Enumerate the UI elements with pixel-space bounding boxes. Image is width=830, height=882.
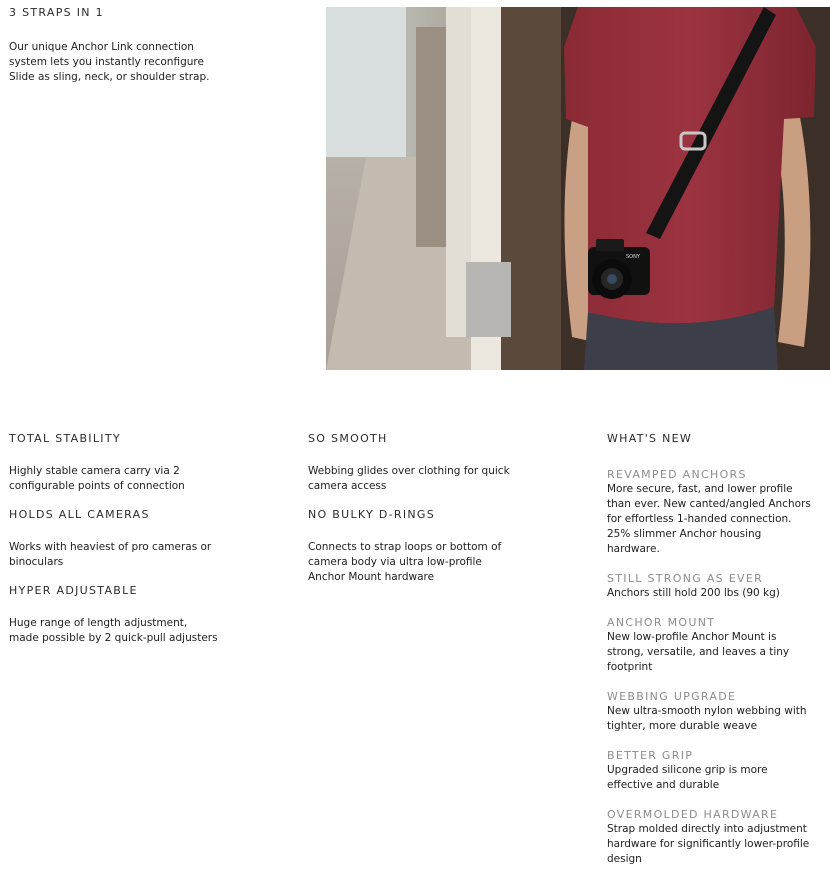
- whats-new-heading: WHAT'S NEW: [607, 432, 693, 445]
- intro-section: [9, 6, 224, 85]
- feature-heading: HYPER ADJUSTABLE: [9, 584, 138, 597]
- news-item-heading: STILL STRONG AS EVER: [607, 572, 764, 585]
- feature-heading: HOLDS ALL CAMERAS: [9, 508, 150, 521]
- news-item-text: New ultra-smooth nylon webbing with tighter, more durable weave: [607, 705, 807, 732]
- feature-heading: NO BULKY D-RINGS: [308, 508, 436, 521]
- news-item-text: Upgraded silicone grip is more effective and durable: [607, 764, 768, 791]
- news-item-heading: ANCHOR MOUNT: [607, 616, 716, 629]
- feature-total-stability: [9, 432, 219, 494]
- feature-text: Works with heaviest of pro cameras or binoculars: [9, 541, 212, 568]
- feature-heading: TOTAL STABILITY: [9, 432, 121, 445]
- features-left-column: [9, 432, 219, 660]
- news-item-text: Anchors still hold 200 lbs (90 kg): [607, 587, 780, 599]
- news-item-revamped-anchors: [607, 468, 812, 557]
- feature-holds-all-cameras: [9, 508, 219, 570]
- feature-no-bulky-d-rings: [308, 508, 518, 585]
- feature-text: Highly stable camera carry via 2 configurable points of connection: [9, 465, 185, 492]
- hero-image: [326, 7, 830, 370]
- news-item-still-strong: [607, 572, 812, 601]
- news-item-text: New low-profile Anchor Mount is strong, versatile, and leaves a tiny footprint: [607, 631, 790, 673]
- news-item-heading: WEBBING UPGRADE: [607, 690, 737, 703]
- news-item-webbing-upgrade: [607, 690, 812, 734]
- feature-heading: SO SMOOTH: [308, 432, 388, 445]
- feature-hyper-adjustable: [9, 584, 219, 646]
- camera-brand-label: SONY: [626, 254, 640, 260]
- intro-heading: 3 STRAPS IN 1: [9, 6, 104, 19]
- feature-text: Connects to strap loops or bottom of camera body via ultra low-profile Anchor Mount hardware: [308, 541, 502, 583]
- news-item-heading: REVAMPED ANCHORS: [607, 468, 747, 481]
- intro-text: Our unique Anchor Link connection system lets you instantly reconfigure Slide as sling, neck, or shoulder strap.: [9, 41, 210, 83]
- features-middle-column: [308, 432, 518, 599]
- feature-text: Webbing glides over clothing for quick camera access: [308, 465, 510, 492]
- feature-text: Huge range of length adjustment, made possible by 2 quick-pull adjusters: [9, 617, 218, 644]
- whats-new-column: [607, 432, 812, 882]
- news-item-text: More secure, fast, and lower profile than ever. New canted/angled Anchors for effortless 1-handed connection. 25% slimmer Anchor housing hardware.: [607, 483, 811, 555]
- news-item-overmolded-hardware: [607, 808, 812, 867]
- news-item-anchor-mount: [607, 616, 812, 675]
- news-item-text: Strap molded directly into adjustment hardware for significantly lower-profile design: [607, 823, 810, 865]
- news-item-heading: BETTER GRIP: [607, 749, 694, 762]
- feature-so-smooth: [308, 432, 518, 494]
- news-item-better-grip: [607, 749, 812, 793]
- news-item-heading: OVERMOLDED HARDWARE: [607, 808, 779, 821]
